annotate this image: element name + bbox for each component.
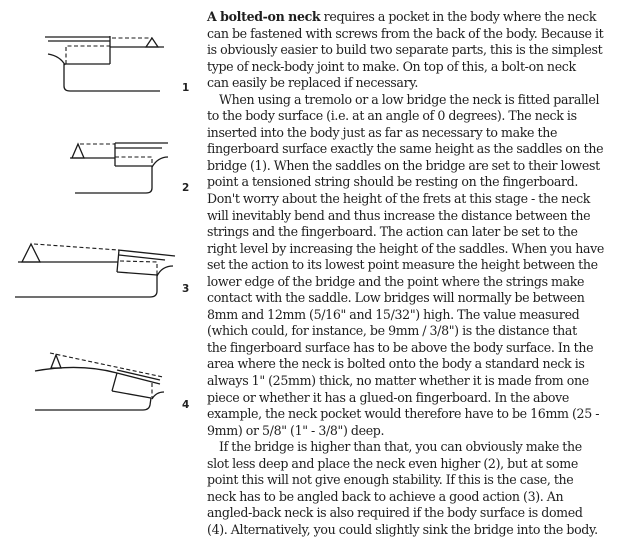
text-line: lower edge of the bridge and the point where the strings make: [207, 273, 585, 289]
fig4-neck-bottom: [112, 391, 151, 398]
fig4-neck-heel-curve: [152, 392, 164, 399]
paragraph-neck-height: [207, 92, 622, 439]
text-line: piece or whether it has a glued-on fingerboard. In the above: [207, 389, 570, 405]
text-line: always 1" (25mm) thick, no matter whether it is made from one: [207, 373, 589, 389]
figure-label-4: 4: [182, 399, 190, 411]
text-line: If the bridge is higher than that, you can obviously make the: [219, 439, 582, 455]
text-line: contact with the saddle. Low bridges will normally be between: [207, 290, 585, 306]
text-line: example, the neck pocket would therefore have to be 16mm (25 -: [207, 406, 600, 422]
text-line: 8mm and 12mm (5/16" and 15/32") high. The value measured: [207, 306, 580, 322]
paragraph-angled-neck: [207, 439, 622, 538]
fig3-neck-bottom: [117, 272, 157, 275]
neck-joint-diagrams-svg: [0, 0, 200, 560]
text-line: the fingerboard surface has to be above the body surface. In the: [207, 339, 594, 355]
paragraph-bolt-on-neck: [207, 9, 622, 92]
figure-label-3: 3: [182, 283, 190, 295]
text-line: When using a tremolo or a low bridge the neck is fitted parallel: [219, 91, 600, 107]
text-line: is obviously easier to build two separate parts, this is the simplest: [207, 42, 603, 58]
figure-label-1: 1: [182, 82, 190, 94]
text-line: can easily be replaced if necessary.: [207, 75, 418, 91]
fig4-body-outline: [35, 398, 151, 410]
text-line: fingerboard surface exactly the same height as the saddles on the: [207, 141, 604, 157]
text-line: will inevitably bend and thus increase the distance between the: [207, 207, 591, 223]
text-line: can be fastened with screws from the back of the body. Because it: [207, 25, 604, 41]
neck-joint-figures: [0, 0, 200, 560]
text-line: 9mm) or 5/8" (1" - 3/8") deep.: [207, 422, 385, 438]
fig3-string: [34, 244, 118, 250]
text-line: to the body surface (i.e. at an angle of 0 degrees). The neck is: [207, 108, 577, 124]
fig1-body-outline: [64, 64, 160, 91]
bold-lead-term: A bolted-on neck: [207, 9, 321, 24]
figure-label-2: 2: [182, 182, 190, 194]
text-line: strings and the fingerboard. The action can later be set to the: [207, 224, 578, 240]
figure-2-diagram: [70, 143, 168, 193]
fig2-pocket-dashed: [115, 157, 152, 166]
fig3-bridge-icon: [22, 244, 40, 262]
text-line: [207, 9, 622, 26]
fig3-neck-top: [119, 255, 165, 260]
fig1-pocket-dashed: [66, 46, 110, 64]
fig3-fingerboard-top: [118, 250, 175, 256]
text-line: (4). Alternatively, you could slightly sink the bridge into the body.: [207, 521, 598, 537]
text-span: requires a pocket in the body where the neck: [320, 9, 597, 24]
fig3-body-outline: [15, 274, 157, 297]
text-line: slot less deep and place the neck even higher (2), but at some: [207, 455, 578, 471]
fig4-string: [50, 353, 163, 377]
figure-3-diagram: [15, 244, 175, 297]
fig4-pocket-end: [112, 373, 117, 391]
text-line: point a tensioned string should be resting on the fingerboard.: [207, 174, 579, 190]
text-line: angled-back neck is also required if the body surface is domed: [207, 505, 583, 521]
text-line: (which could, for instance, be 9mm / 3/8") is the distance that: [207, 323, 577, 339]
fig1-bridge-icon: [146, 38, 158, 47]
text-line: bridge (1). When the saddles on the bridge are set to their lowest: [207, 157, 600, 173]
text-line: set the action to its lowest point measure the height between the: [207, 257, 598, 273]
text-line: type of neck-body joint to make. On top of this, a bolt-on neck: [207, 58, 576, 74]
text-line: point this will not give enough stability. If this is the case, the: [207, 472, 574, 488]
text-line: area where the neck is bolted onto the body a standard neck is: [207, 356, 585, 372]
text-line: inserted into the body just as far as necessary to make the: [207, 124, 558, 140]
fig2-body-outline: [75, 166, 152, 193]
text-line: right level by increasing the height of the saddles. When you have: [207, 240, 604, 256]
text-line: neck has to be angled back to achieve a good action (3). An: [207, 488, 564, 504]
fig3-pocket-end: [117, 250, 119, 272]
fig2-bridge-icon: [72, 144, 84, 158]
fig3-neck-heel-curve: [157, 266, 173, 276]
fig1-neck-heel-curve: [48, 54, 65, 65]
text-line: Don't worry about the height of the frets at this stage - the neck: [207, 191, 591, 207]
figure-4-diagram: [35, 353, 164, 410]
fig4-bridge-icon: [51, 355, 61, 368]
article-text: [207, 9, 622, 539]
fig2-neck-heel-curve: [152, 157, 168, 167]
figure-1-diagram: [45, 36, 164, 91]
